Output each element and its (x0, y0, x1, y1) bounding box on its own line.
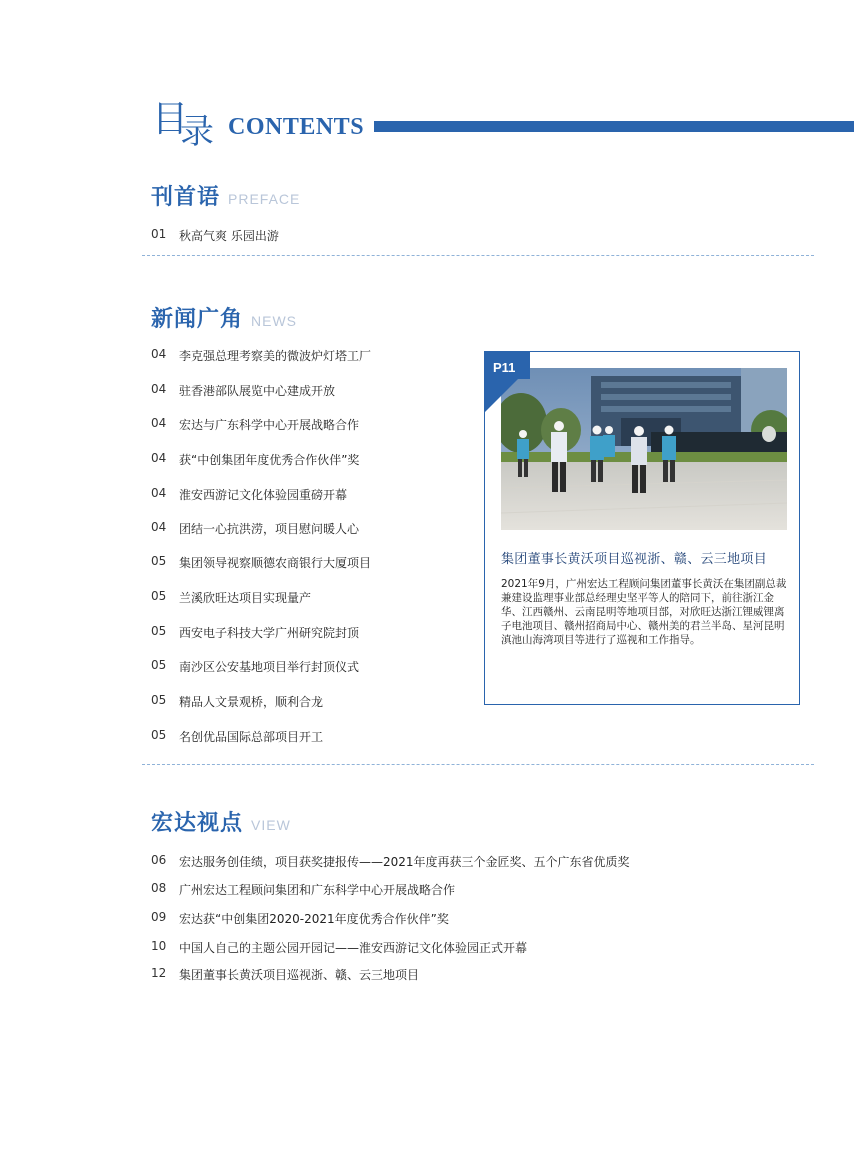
toc-item[interactable] (151, 966, 419, 983)
header-title-en: CONTENTS (228, 114, 365, 140)
toc-title: 李克强总理考察美的微波炉灯塔工厂 (179, 349, 372, 363)
toc-page-number: 05 (151, 554, 167, 568)
section-title-en: PREFACE (228, 191, 301, 207)
toc-item[interactable] (151, 728, 323, 745)
toc-title: 集团领导视察顺德农商银行大厦项目 (179, 556, 372, 570)
toc-title: 宏达服务创佳绩，项目获奖捷报传——2021年度再获三个金匠奖、五个广东省优质奖 (179, 855, 630, 869)
toc-title: 宏达与广东科学中心开展战略合作 (179, 418, 360, 432)
toc-item[interactable] (151, 416, 359, 433)
toc-title: 名创优品国际总部项目开工 (179, 730, 324, 744)
toc-item[interactable] (151, 347, 371, 364)
toc-item[interactable] (151, 520, 359, 537)
toc-item[interactable] (151, 227, 279, 244)
toc-title: 驻香港部队展览中心建成开放 (179, 384, 336, 398)
section-title-cn: 新闻广角 (151, 307, 244, 332)
toc-item[interactable] (151, 693, 323, 710)
toc-title: 秋高气爽 乐园出游 (179, 229, 279, 243)
feature-title: 集团董事长黄沃项目巡视浙、赣、云三地项目 (501, 552, 768, 567)
feature-photo (501, 368, 787, 530)
toc-title: 广州宏达工程顾问集团和广东科学中心开展战略合作 (179, 883, 456, 897)
contents-header (150, 100, 854, 152)
toc-page-number: 05 (151, 624, 167, 638)
toc-item[interactable] (151, 939, 527, 956)
page-tag: P11 (493, 360, 516, 375)
toc-page-number: 06 (151, 853, 167, 867)
toc-title: 集团董事长黄沃项目巡视浙、赣、云三地项目 (179, 968, 420, 982)
section-divider (142, 255, 814, 256)
toc-item[interactable] (151, 910, 449, 927)
header-char-mu: 目 (152, 99, 189, 140)
toc-item[interactable] (151, 486, 347, 503)
toc-page-number: 04 (151, 347, 167, 361)
toc-item[interactable] (151, 624, 359, 641)
toc-title: 精品人文景观桥，顺利合龙 (179, 695, 324, 709)
toc-page-number: 04 (151, 451, 167, 465)
toc-title: 兰溪欣旺达项目实现量产 (179, 591, 312, 605)
toc-item[interactable] (151, 658, 359, 675)
section-title-view (151, 806, 291, 837)
toc-page-number: 08 (151, 881, 167, 895)
toc-item[interactable] (151, 881, 455, 898)
toc-page-number: 05 (151, 728, 167, 742)
toc-page-number: 12 (151, 966, 167, 980)
section-title-en: VIEW (251, 817, 291, 833)
section-divider (142, 764, 814, 765)
header-bar (374, 121, 854, 132)
section-title-en: NEWS (251, 313, 298, 329)
toc-item[interactable] (151, 589, 311, 606)
toc-item[interactable] (151, 451, 359, 468)
page-tag-corner (484, 379, 518, 413)
toc-title: 淮安西游记文化体验园重磅开幕 (179, 488, 348, 502)
toc-page-number: 01 (151, 227, 167, 241)
toc-page-number: 09 (151, 910, 167, 924)
toc-title: 西安电子科技大学广州研究院封顶 (179, 626, 360, 640)
toc-title: 宏达获“中创集团2020-2021年度优秀合作伙伴”奖 (179, 912, 449, 926)
toc-page-number: 05 (151, 658, 167, 672)
toc-page-number: 05 (151, 589, 167, 603)
feature-body: 2021年9月，广州宏达工程顾问集团董事长黄沃在集团副总裁兼建设监理事业部总经理史坚平等人的陪同下，前往浙江金华、江西赣州、云南昆明等地项目部，对欣旺达浙江锂威锂离子电池项目、赣州招商局中心、赣州美的君兰半岛、星河昆明滇池山海湾项目等进行了巡视和工作指导。 (501, 578, 787, 646)
section-title-news (151, 302, 297, 333)
section-title-cn: 宏达视点 (151, 811, 244, 836)
toc-item[interactable] (151, 554, 371, 571)
toc-title: 南沙区公安基地项目举行封顶仪式 (179, 660, 360, 674)
section-title-cn: 刊首语 (151, 185, 221, 210)
toc-page-number: 04 (151, 382, 167, 396)
toc-page-number: 04 (151, 520, 167, 534)
header-char-lu: 录 (180, 112, 214, 152)
toc-page-number: 04 (151, 416, 167, 430)
toc-title: 中国人自己的主题公园开园记——淮安西游记文化体验园正式开幕 (179, 941, 528, 955)
toc-item[interactable] (151, 382, 335, 399)
toc-title: 团结一心抗洪涝，项目慰问暖人心 (179, 522, 360, 536)
toc-title: 获“中创集团年度优秀合作伙伴”奖 (179, 453, 360, 467)
toc-item[interactable] (151, 853, 630, 870)
toc-page-number: 10 (151, 939, 167, 953)
toc-page-number: 04 (151, 486, 167, 500)
toc-page-number: 05 (151, 693, 167, 707)
feature-card[interactable] (484, 351, 800, 705)
section-title-preface (151, 180, 300, 211)
